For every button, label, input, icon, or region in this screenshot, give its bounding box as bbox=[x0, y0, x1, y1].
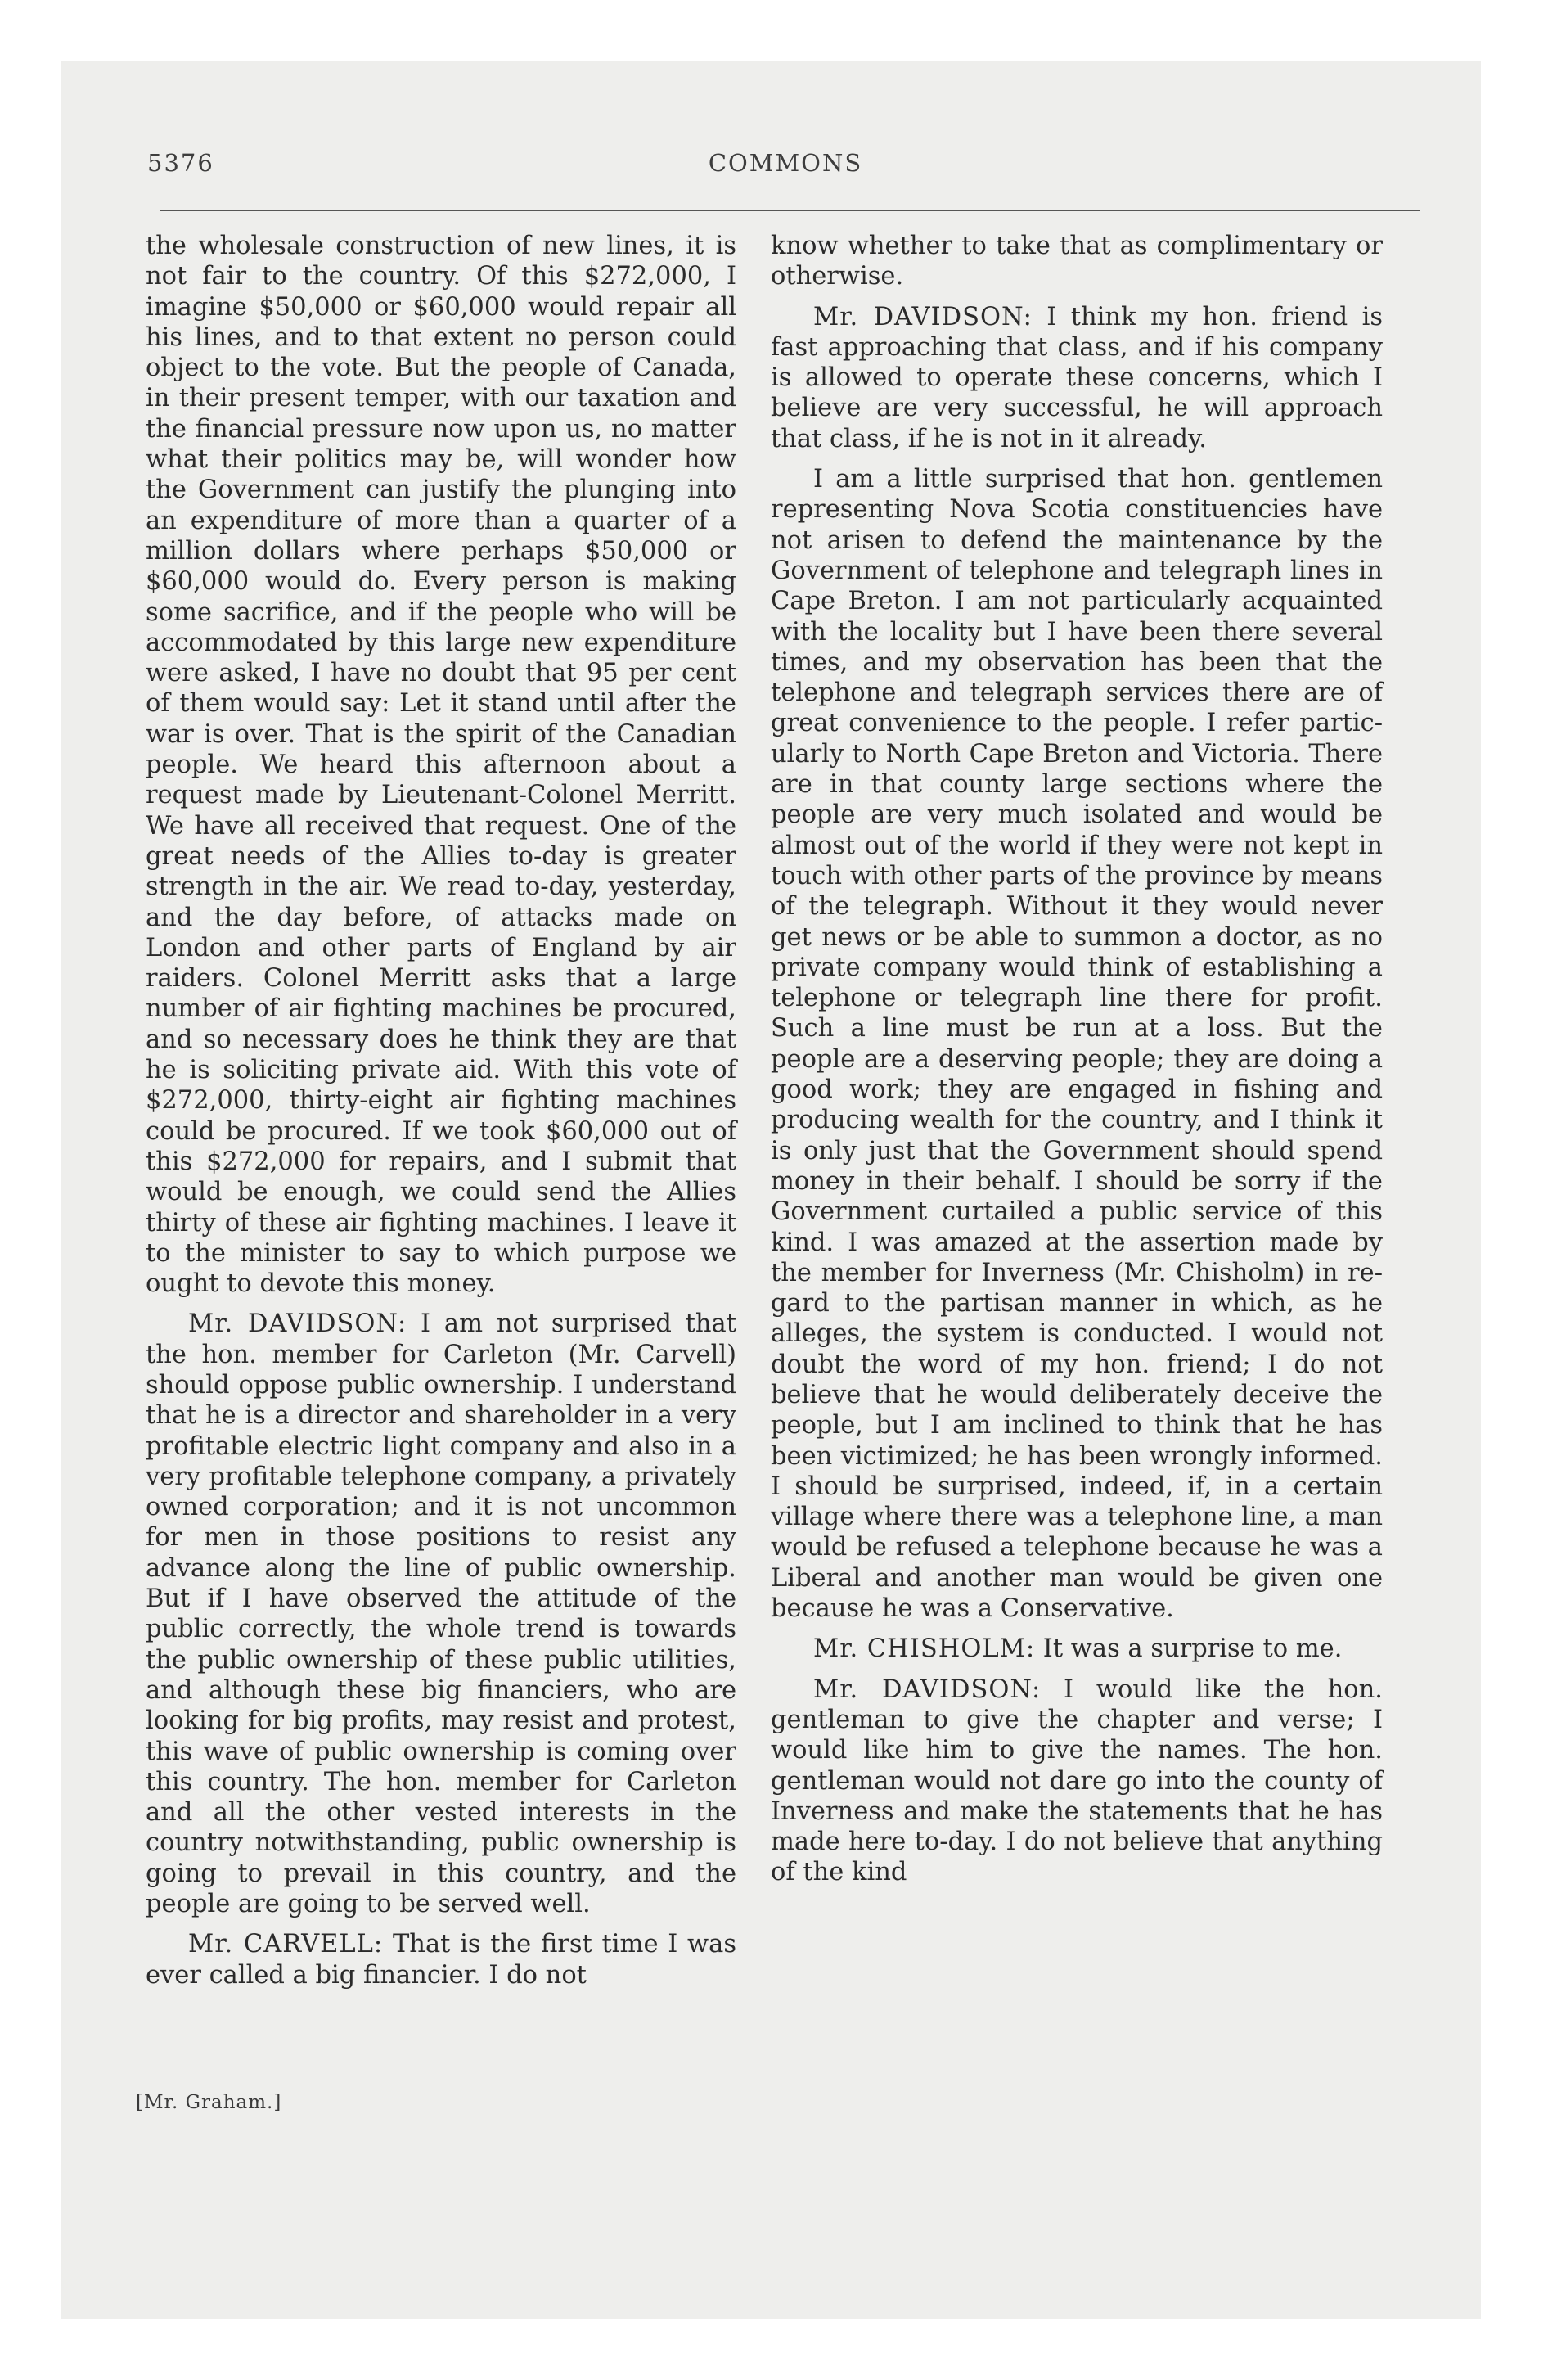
footer-note: [Mr. Graham.] bbox=[136, 2092, 282, 2113]
right-paragraph-4 bbox=[771, 1634, 1383, 1664]
right-paragraph-2 bbox=[771, 302, 1383, 454]
speaker-name: Mr. CARVELL: bbox=[188, 1930, 384, 1959]
speaker-name: Mr. CHISHOLM: bbox=[813, 1634, 1036, 1664]
left-paragraph-1: the wholesale construction of new lines, it is not fair to the country. Of this $272,000, I imagine $50,000 or $60,000 would repair all his lines, and to that extent no person could object to the vote. But the people of Canada, in their present temper, with our taxation and the financial pressure now upon us, no matter what their politics may be, will wonder how the Government can justify the plunging into an expenditure of more than a quarter of a million dollars where perhaps $50,000 or $60,000 would do. Every person is making some sacrifice, and if the people who will be accommodated by this large new expenditure were asked, I have no doubt that 95 per cent of them would say: Let it stand until after the war is over. That is the spirit of the Canadian people. We heard this afternoon about a request made by Lieutenant-Colonel Merritt. We have all received that request. One of the great needs of the Allies to-day is greater strength in the air. We read to-day, yesterday, and the day before, of attacks made on London and other parts of England by air raiders. Colonel Merritt asks that a large number of air fighting machines be procured, and so necessary does he think they are that he is soliciting private aid. With this vote of $272,000, thirty-eight air fighting machines could be procured. If we took $60,000 out of this $272,000 for repairs, and I submit that would be enough, we could send the Allies thirty of these air fighting machines. I leave it to the minister to say to which purpose we ought to devote this money. bbox=[146, 232, 736, 1299]
page-header bbox=[147, 149, 1424, 182]
left-paragraph-3 bbox=[146, 1929, 736, 1990]
speaker-name: Mr. DAVIDSON: bbox=[188, 1309, 407, 1339]
speaker-name: Mr. DAVIDSON: bbox=[813, 1675, 1042, 1704]
header-rule bbox=[160, 210, 1420, 211]
speech-text: I would like the hon. gentleman to give the chapter and verse; I would like him to give the names. The hon. gentleman would not dare go into the county of Inverness and make the statements that he has made here to-day. I do not believe that anything of the kind bbox=[771, 1675, 1383, 1887]
right-paragraph-1: know whether to take that as complimentary or otherwise. bbox=[771, 232, 1383, 291]
speech-text: I think my hon. friend is fast approaching that class, and if his company is allowed to operate these concerns, which I believe are very successful, he will approach that class, if he is not in it already. bbox=[771, 302, 1384, 453]
page-number: 5376 bbox=[147, 149, 214, 177]
right-paragraph-3: I am a little surprised that hon. gentlemen representing Nova Scotia constituencies have not arisen to defend the maintenance by the Government of telephone and telegraph lines in Cape Breton. I am not particularly acquainted with the locality but I have been there several times, and my observation has been that the telephone and telegraph services there are of great convenience to the people. I refer particularly to North Cape Breton and Victoria. There are in that county large sections where the people are very much isolated and would be almost out of the world if they were not kept in touch with other parts of the province by means of the telegraph. Without it they would never get news or be able to summon a doctor, as no private company would think of establishing a telephone or telegraph line there for profit. Such a line must be run at a loss. But the people are a deserving people; they are doing a good work; they are engaged in fishing and producing wealth for the country, and I think it is only just that the Government should spend money in their behalf. I should be sorry if the Government curtailed a public service of this kind. I was amazed at the assertion made by the member for Inverness (Mr. Chisholm) in regard to the partisan manner in which, as he alleges, the system is conducted. I would not doubt the word of my hon. friend; I do not believe that he would deliberately deceive the people, but I am inclined to think that he has been victimized; he has been wrongly informed. I should be surprised, indeed, if, in a certain village where there was a telephone line, a man would be refused a telephone because he was a Liberal and another man would be given one because he was a Conservative. bbox=[771, 465, 1383, 1624]
speech-text: It was a surprise to me. bbox=[1042, 1634, 1343, 1664]
left-column bbox=[146, 231, 736, 2000]
left-paragraph-2 bbox=[146, 1309, 736, 1919]
running-head: COMMONS bbox=[708, 149, 863, 177]
speech-text: I am not surprised that the hon. member for Carleton (Mr. Carvell) should oppose public ownership. I understand that he is a director and shareholder in a very profitable electric light company and also in a very profitable telephone company, a privately owned corporation; and it is not uncommon for men in those positions to resist any advance along the line of public ownership. But if I have observed the attitude of the public correctly, the whole trend is towards the public ownership of these public utilities, and although these big financiers, who are looking for big profits, may resist and protest, this wave of public ownership is coming over this country. The hon. member for Carleton and all the other vested interests in the country notwithstanding, public ownership is going to prevail in this country, and the people are going to be served well. bbox=[146, 1309, 736, 1919]
speaker-name: Mr. DAVIDSON: bbox=[813, 302, 1033, 331]
right-paragraph-5 bbox=[771, 1675, 1383, 1888]
speech-text: That is the first time I was ever called a big financier. I do not bbox=[146, 1930, 736, 1990]
right-column bbox=[771, 231, 1383, 1898]
